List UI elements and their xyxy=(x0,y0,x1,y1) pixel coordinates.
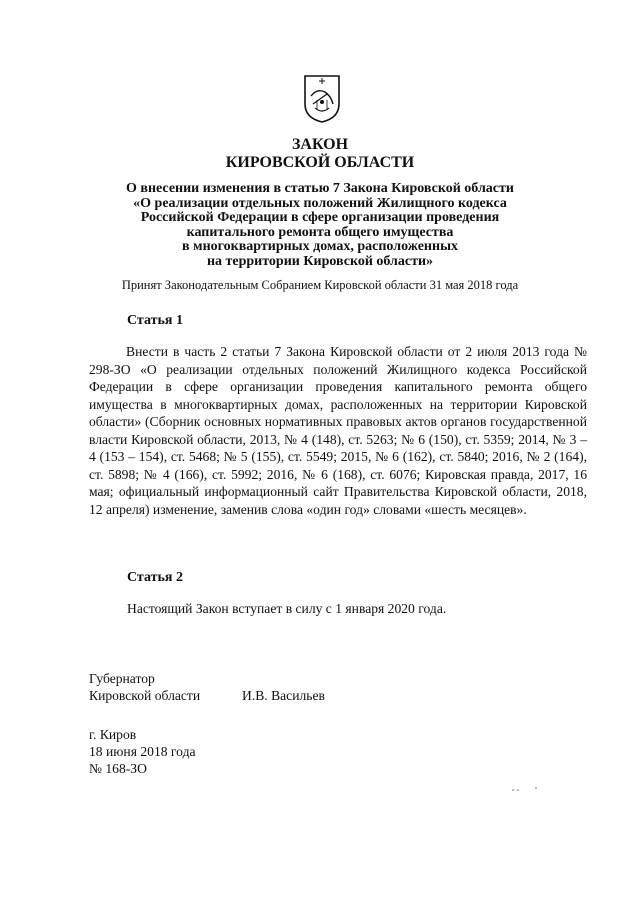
article-1-text: Внести в часть 2 статьи 7 Закона Кировской области от 2 июля 2013 года № 298-ЗО «О реализации отдельных положений Жилищного кодекса Российской Федерации в сфере организации проведения капитального ремонта общего имущества в многоквартирных домах, расположенных на территории Кировской области» (Сборник основных нормативных правовых актов органов государственной власти Кировской области, 2013, № 4 (148), ст. 5263; № 6 (150), ст. 5359; 2014, № 3 – 4 (153 – 154), ст. 5468; № 5 (155), ст. 5549; 2015, № 6 (162), ст. 5840; 2016, № 2 (164), ст. 5898; № 4 (166), ст. 5992; 2016, № 6 (168), ст. 6076; Кировская правда, 2017, 16 мая; официальный информационный сайт Правительства Кировской области, 2018, 12 апреля) изменение, заменив слова «один год» словами «шесть месяцев». xyxy=(89,344,587,517)
subject-line: О внесении изменения в статью 7 Закона Кировской области xyxy=(126,181,514,196)
signatory-title: Губернатор xyxy=(89,671,155,686)
subject-line: на территории Кировской области» xyxy=(206,253,434,269)
article-1-heading: Статья 1 xyxy=(127,313,183,328)
subject-line: капитального ремонта общего имущества xyxy=(186,224,454,240)
subject-line: «О реализации отдельных положений Жилищного кодекса xyxy=(133,195,507,211)
law-subject xyxy=(0,182,640,269)
law-title xyxy=(0,136,640,172)
article-2-text: Настоящий Закон вступает в силу с 1 января 2020 года. xyxy=(127,601,447,616)
signatory-name: И.В. Васильев xyxy=(242,688,325,703)
law-title-line: ЗАКОН xyxy=(291,136,349,153)
kirov-coat-of-arms-icon xyxy=(303,74,341,124)
adoption-note: Принят Законодательным Собранием Кировской области 31 мая 2018 года xyxy=(121,278,519,292)
subject-line: Российской Федерации в сфере организации проведения xyxy=(140,210,500,225)
place-of-signing: г. Киров xyxy=(89,727,137,742)
law-title-region: КИРОВСКОЙ ОБЛАСТИ xyxy=(225,154,415,171)
signatory-region: Кировской области xyxy=(89,688,201,703)
signing-date: 18 июня 2018 года xyxy=(89,744,196,759)
subject-line: в многоквартирных домах, расположенных xyxy=(181,239,458,254)
law-number: № 168-ЗО xyxy=(89,761,147,776)
article-2-heading: Статья 2 xyxy=(127,570,183,585)
scan-marks xyxy=(510,786,540,792)
